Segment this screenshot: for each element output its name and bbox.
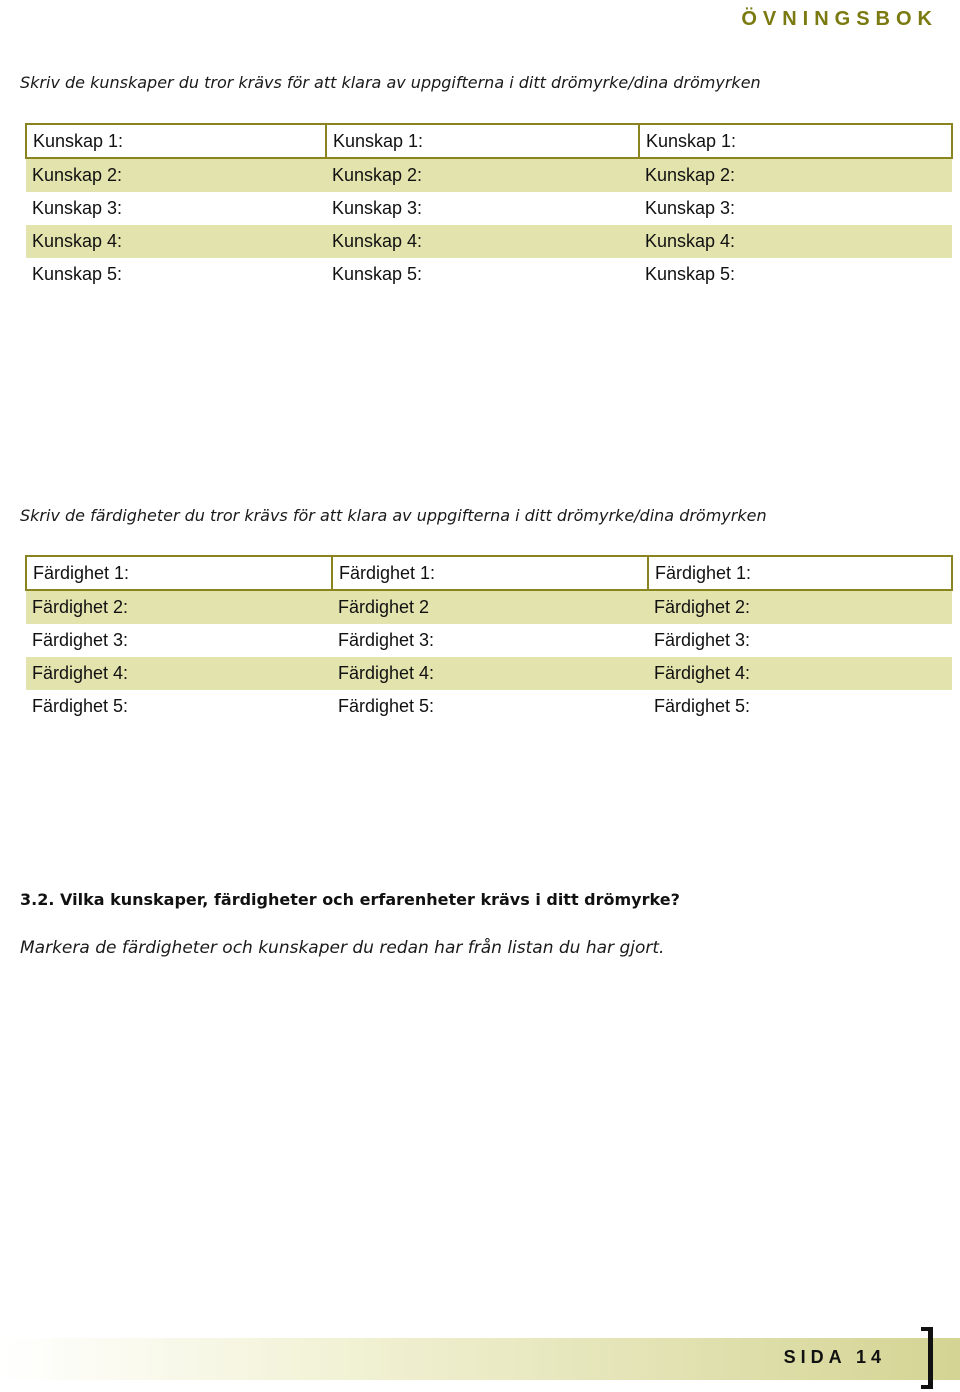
bracket-icon bbox=[921, 1327, 933, 1389]
skill-cell[interactable]: Färdighet 1: bbox=[648, 556, 952, 590]
skill-cell[interactable]: Färdighet 4: bbox=[26, 657, 332, 690]
knowledge-cell[interactable]: Kunskap 5: bbox=[332, 264, 423, 284]
table-row bbox=[26, 657, 952, 690]
table-row bbox=[26, 225, 952, 258]
table-row bbox=[26, 258, 952, 291]
knowledge-table bbox=[25, 123, 953, 291]
knowledge-cell[interactable]: Kunskap 2: bbox=[26, 158, 326, 192]
knowledge-cell[interactable]: Kunskap 1: bbox=[326, 124, 639, 158]
workbook-title: ÖVNINGSBOK bbox=[741, 8, 938, 30]
table-row bbox=[26, 690, 952, 723]
skill-cell[interactable]: Färdighet 5: bbox=[32, 696, 129, 716]
skill-cell[interactable]: Färdighet 3: bbox=[32, 630, 129, 650]
table-row bbox=[26, 124, 952, 158]
question-heading: 3.2. Vilka kunskaper, färdigheter och erfarenheter krävs i ditt drömyrke? bbox=[20, 890, 680, 909]
skill-cell[interactable]: Färdighet 3: bbox=[654, 630, 751, 650]
skill-cell[interactable]: Färdighet 5: bbox=[338, 696, 435, 716]
knowledge-cell[interactable]: Kunskap 3: bbox=[32, 198, 123, 218]
skill-cell[interactable]: Färdighet 1: bbox=[26, 556, 332, 590]
knowledge-cell[interactable]: Kunskap 3: bbox=[332, 198, 423, 218]
skill-cell[interactable]: Färdighet 1: bbox=[332, 556, 648, 590]
skill-cell[interactable]: Färdighet 2 bbox=[332, 590, 648, 624]
skills-instruction: Skriv de färdigheter du tror krävs för att klara av uppgifterna i ditt drömyrke/dina drömyrken bbox=[20, 506, 767, 525]
knowledge-cell[interactable]: Kunskap 4: bbox=[639, 225, 952, 258]
knowledge-cell[interactable]: Kunskap 5: bbox=[645, 264, 736, 284]
skills-table bbox=[25, 555, 953, 723]
knowledge-instruction: Skriv de kunskaper du tror krävs för att klara av uppgifterna i ditt drömyrke/dina drömyrken bbox=[20, 73, 761, 92]
knowledge-cell[interactable]: Kunskap 3: bbox=[645, 198, 736, 218]
skill-cell[interactable]: Färdighet 5: bbox=[654, 696, 751, 716]
knowledge-cell[interactable]: Kunskap 4: bbox=[326, 225, 639, 258]
knowledge-cell[interactable]: Kunskap 2: bbox=[326, 158, 639, 192]
knowledge-cell[interactable]: Kunskap 1: bbox=[26, 124, 326, 158]
knowledge-cell[interactable]: Kunskap 5: bbox=[32, 264, 123, 284]
table-row bbox=[26, 158, 952, 192]
skill-cell[interactable]: Färdighet 4: bbox=[332, 657, 648, 690]
knowledge-cell[interactable]: Kunskap 4: bbox=[26, 225, 326, 258]
page-number: SIDA 14 bbox=[783, 1347, 886, 1367]
skill-cell[interactable]: Färdighet 2: bbox=[648, 590, 952, 624]
skill-cell[interactable]: Färdighet 2: bbox=[26, 590, 332, 624]
table-row bbox=[26, 590, 952, 624]
question-instruction: Markera de färdigheter och kunskaper du redan har från listan du har gjort. bbox=[20, 938, 665, 958]
skill-cell[interactable]: Färdighet 3: bbox=[338, 630, 435, 650]
skill-cell[interactable]: Färdighet 4: bbox=[648, 657, 952, 690]
table-row bbox=[26, 624, 952, 657]
table-row bbox=[26, 556, 952, 590]
knowledge-cell[interactable]: Kunskap 2: bbox=[639, 158, 952, 192]
table-row bbox=[26, 192, 952, 225]
knowledge-cell[interactable]: Kunskap 1: bbox=[639, 124, 952, 158]
